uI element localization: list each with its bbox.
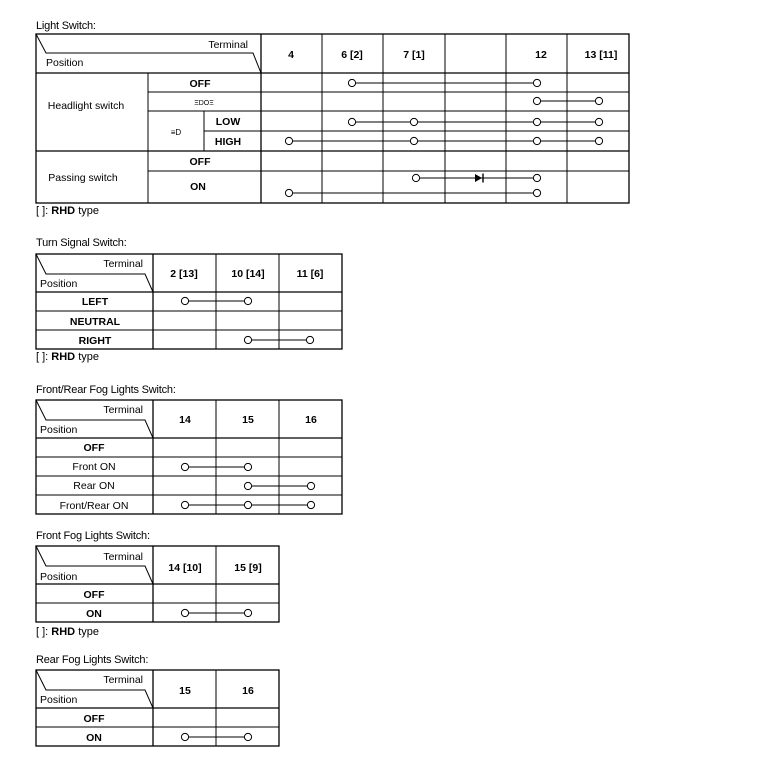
- terminal-header: 15: [179, 685, 191, 697]
- header-position-label: Position: [40, 571, 78, 583]
- terminal-header: 14: [179, 414, 191, 426]
- terminal-header: 13 [11]: [584, 49, 618, 61]
- terminal-header: 2 [13]: [170, 268, 198, 280]
- row-label-low: LOW: [215, 116, 241, 128]
- rhd-note: [ ]: RHD type: [36, 205, 99, 217]
- front-fog-title: Front Fog Lights Switch:: [36, 530, 150, 542]
- row-label-off: OFF: [83, 442, 105, 454]
- connection-passing-on: [285, 189, 540, 196]
- header-terminal-label: Terminal: [103, 258, 143, 270]
- connection-low: [348, 118, 602, 125]
- connection-high: [285, 137, 602, 144]
- row-label-on: ON: [86, 732, 102, 744]
- headlight-icon: ≡D: [170, 128, 182, 137]
- row-label-off: OFF: [189, 78, 211, 90]
- row-label-passing-on: ON: [190, 181, 206, 193]
- terminal-header: 12: [535, 49, 547, 61]
- row-label-high: HIGH: [214, 136, 242, 148]
- terminal-header: 15: [242, 414, 254, 426]
- terminal-header: 11 [6]: [296, 268, 324, 280]
- front-fog-table: [36, 546, 279, 622]
- row-label-neutral: NEUTRAL: [69, 316, 121, 328]
- connection-front-rear-on: [181, 501, 314, 508]
- row-label-off: OFF: [83, 589, 105, 601]
- header-position-label: Position: [46, 57, 84, 69]
- row-label-on: ON: [86, 608, 102, 620]
- header-position-label: Position: [40, 278, 78, 290]
- row-label-front-rear-on: Front/Rear ON: [59, 500, 129, 512]
- terminal-header: 4: [288, 49, 294, 61]
- terminal-header: 16: [305, 414, 317, 426]
- header-terminal-label: Terminal: [103, 551, 143, 563]
- rear-fog-table: [36, 670, 279, 746]
- header-terminal-label: Terminal: [208, 39, 248, 51]
- row-label-passing-off: OFF: [189, 156, 211, 168]
- tail-light-icon: ΞDOΞ: [194, 100, 214, 107]
- front-rear-fog-title: Front/Rear Fog Lights Switch:: [36, 384, 176, 396]
- rear-fog-title: Rear Fog Lights Switch:: [36, 654, 149, 666]
- connection-passing-diode: [412, 174, 540, 183]
- passing-switch-label: Passing switch: [48, 172, 118, 184]
- header-terminal-label: Terminal: [103, 404, 143, 416]
- header-position-label: Position: [40, 694, 78, 706]
- terminal-header: 16: [242, 685, 254, 697]
- header-terminal-label: Terminal: [103, 674, 143, 686]
- row-label-rear-on: Rear ON: [73, 480, 115, 492]
- connection-tail: [533, 97, 602, 104]
- terminal-header: 6 [2]: [341, 49, 363, 61]
- terminal-header: 7 [1]: [403, 49, 425, 61]
- terminal-header: 14 [10]: [168, 562, 202, 574]
- diode-icon: [475, 174, 482, 182]
- row-label-off: OFF: [83, 713, 105, 725]
- row-label-front-on: Front ON: [72, 461, 116, 473]
- header-position-label: Position: [40, 424, 78, 436]
- turn-signal-title: Turn Signal Switch:: [36, 237, 127, 249]
- terminal-header: 10 [14]: [231, 268, 265, 280]
- rhd-note: [ ]: RHD type: [36, 351, 99, 363]
- headlight-switch-label: Headlight switch: [47, 100, 125, 112]
- light-switch-title: Light Switch:: [36, 20, 96, 32]
- terminal-header: 15 [9]: [234, 562, 262, 574]
- row-label-left: LEFT: [81, 296, 109, 308]
- rhd-note: [ ]: RHD type: [36, 626, 99, 638]
- row-label-right: RIGHT: [78, 335, 112, 347]
